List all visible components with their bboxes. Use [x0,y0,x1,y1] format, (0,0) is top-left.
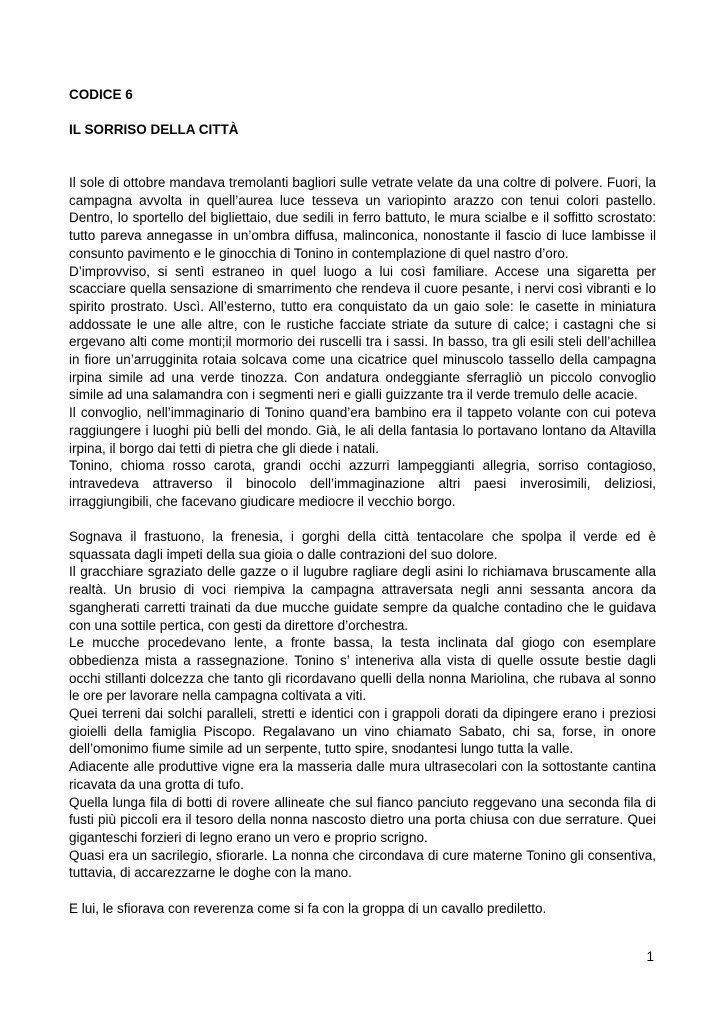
paragraph-3: Il convoglio, nell’immaginario di Tonino quand’era bambino era il tappeto volante con cui poteva raggiungere i luoghi più belli del mondo. Già, le ali della fantasia lo portavano lontano da Altavilla irpina, il borgo dai tetti di pietra che gli diede i natali. [69,405,656,456]
document-title: IL SORRISO DELLA CITTÀ [69,122,239,137]
document-body [69,174,656,918]
paragraph-11: Quasi era un sacrilegio, sfiorarle. La nonna che circondava di cure materne Tonino gli consentiva, tuttavia, di accarezzarne le doghe con la mano. [69,847,656,881]
paragraph-8: Quei terreni dai solchi paralleli, stretti e identici con i grappoli dorati da dipingere erano i preziosi gioielli della famiglia Piscopo. Regalavano un vino chiamato Sabato, chi sa, forse, in onore dell’omonimo fiume simile ad un serpente, tutto spire, snodantesi lungo tutta la valle. [69,706,656,757]
paragraph-2: D’improvviso, si sentì estraneo in quel luogo a lui così familiare. Accese una sigaretta per scacciare quella sensazione di smarrimento che rendeva il cuore pesante, i nervi così vibranti e lo spirito prostrato. Uscì. All’esterno, tutto era conquistato da un gaio sole: le casette in miniatura addossate le une alle altre, con le rustiche facciate striate da suture di calce; i castagni che si ergevano alti come monti;il mormorio dei ruscelli tra i sassi. In basso, tra gli esili steli dell’achillea in fiore un’arrugginita rotaia solcava come una cicatrice quel minuscolo tassello della campagna irpina simile ad una verde tinozza. Con andatura ondeggiante sferragliò un piccolo convoglio simile ad una salamandra con i segmenti neri e gialli guizzante tra il verde tremulo delle acacie. [69,263,656,403]
page-number: 1 [646,949,654,964]
paragraph-7: Le mucche procedevano lente, a fronte bassa, la testa inclinata dal giogo con esemplare obbedienza mista a rassegnazione. Tonino s’ inteneriva alla vista di quelle ossute bestie dagli occhi stillanti dolcezza che tanto gli ricordavano quelli della nonna Mariolina, che rubava al sonno le ore per lavorare nella campagna coltivata a viti. [69,635,656,704]
paragraph-4: Tonino, chioma rosso carota, grandi occhi azzurri lampeggianti allegria, sorriso contagioso, intravedeva attraverso il binocolo dell’immaginazione altri paesi inverosimili, deliziosi, irraggiungibili, che facevano giudicare mediocre il vecchio borgo. [69,458,656,509]
document-code: CODICE 6 [69,87,133,102]
paragraph-1: Il sole di ottobre mandava tremolanti bagliori sulle vetrate velate da una coltre di polvere. Fuori, la campagna avvolta in quell’aurea luce tesseva un variopinto arazzo con tenui colori pastello. Dentro, lo sportello del bigliettaio, due sedili in ferro battuto, le mura scialbe e il soffitto scrostato: tutto pareva annegasse in un’ombra diffusa, malinconica, nonostante il fascio di luce lambisse il consunto pavimento e le ginocchia di Tonino in contemplazione di quel nastro d’oro. [69,175,656,261]
paragraph-9: Adiacente alle produttive vigne era la masseria dalle mura ultrasecolari con la sottostante cantina ricavata da una grotta di tufo. [69,759,656,792]
paragraph-10: Quella lunga fila di botti di rovere allineate che sul fianco panciuto reggevano una seconda fila di fusti più piccoli era il tesoro della nonna nascosto dietro una porta chiusa con due serrature. Quei giganteschi forzieri di legno erano un vero e proprio scrigno. [69,794,656,845]
paragraph-6: Il gracchiare sgraziato delle gazze o il lugubre ragliare degli asini lo richiamava bruscamente alla realtà. Un brusio di voci riempiva la campagna attraversata negli anni sessanta ancora da sgangherati carretti trainati da due mucche guidate sempre da qualche contadino che le guidava con una sottile pertica, con gesti da direttore d’orchestra. [69,564,656,633]
paragraph-5: Sognava il frastuono, la frenesia, i gorghi della città tentacolare che spolpa il verde ed è squassata dagli impeti della sua gioia o dalle contrazioni del suo dolore. [69,529,656,562]
paragraph-12: E lui, le sfiorava con reverenza come si fa con la groppa di un cavallo prediletto. [69,900,547,916]
document-page [69,86,656,918]
